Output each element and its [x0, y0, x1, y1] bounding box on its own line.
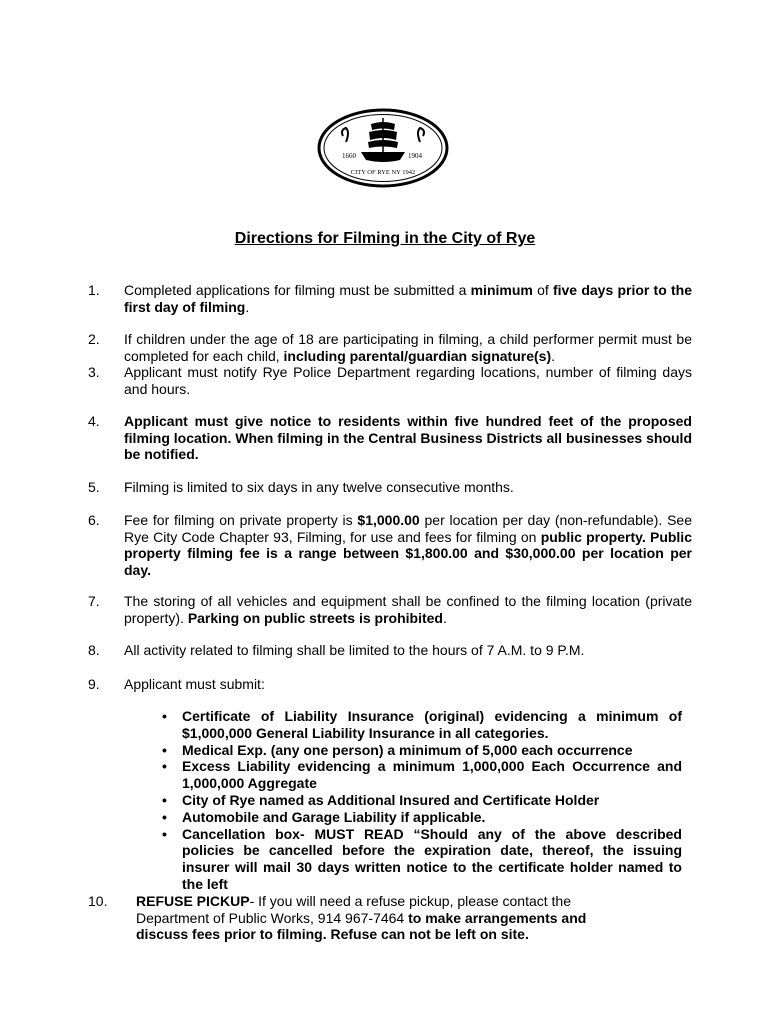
bullet-icon: • [162, 758, 167, 775]
item-number: 1. [88, 282, 100, 298]
item-text [124, 413, 692, 463]
item-text-run: to make arrangements and discuss fees prior to filming. Refuse can not be left on site. [136, 909, 587, 942]
item-text-run: five days prior to the first day of filming [124, 282, 692, 315]
requirement-text: Automobile and Garage Liability if applicable. [182, 808, 486, 825]
item-text [124, 331, 692, 364]
item-text-run: minimum [470, 282, 533, 298]
item-text [124, 282, 692, 315]
list-item [162, 758, 682, 792]
direction-item [88, 676, 692, 693]
item-text-run: of [532, 282, 553, 298]
item-text-run: including parental/guardian signature(s) [283, 347, 552, 364]
list-item [162, 742, 682, 759]
item-text [124, 642, 692, 659]
item-text-run: All activity related to filming shall be limited to the hours of 7 A.M. to 9 P.M. [124, 642, 585, 658]
item-number: 8. [88, 642, 100, 658]
item-number: 2. [88, 331, 100, 347]
requirement-text: Medical Exp. (any one person) a minimum of 5,000 each occurrence [182, 741, 633, 758]
item-text [136, 893, 590, 943]
item-text-run: . [551, 347, 556, 364]
direction-item [88, 364, 692, 397]
requirement-text: City of Rye named as Additional Insured and Certificate Holder [182, 791, 600, 808]
item-text-run: public property. Public property filming fee is a range between $1,800.00 and $30,000.00 per location per day. [124, 528, 692, 578]
requirement-text: Excess Liability evidencing a minimum 1,000,000 Each Occurrence and 1,000,000 Aggregate [182, 758, 682, 792]
bullet-icon: • [162, 741, 167, 758]
direction-item [88, 331, 692, 364]
item-number: 10. [88, 893, 108, 909]
item-text-run: Filming is limited to six days in any twelve consecutive months. [124, 479, 514, 495]
direction-item [88, 282, 692, 315]
item-text-run: Applicant must submit: [124, 676, 265, 692]
item-number: 9. [88, 676, 100, 692]
item-text [124, 479, 692, 496]
direction-item [88, 642, 692, 659]
item-number: 3. [88, 364, 100, 380]
item-text-run: Applicant must notify Rye Police Department regarding locations, number of filming days and hours. [124, 364, 692, 397]
bullet-icon: • [162, 791, 167, 808]
item-text-run: The storing of all vehicles and equipment shall be confined to the filming location (private property). [124, 593, 692, 626]
direction-item [88, 512, 692, 578]
item-text-run: Applicant must give notice to residents within five hundred feet of the proposed filming location. When filming in the Central Business Districts all businesses should be notified. [124, 413, 692, 462]
list-item [162, 708, 682, 742]
bullet-icon: • [162, 825, 167, 842]
seal-caption: CITY OF RYE NY 1942 [350, 169, 416, 176]
item-text-run: per location per day (non-refundable). See Rye City Code Chapter 93, Filming, for use and fees for filming on [124, 512, 692, 545]
item-number: 4. [88, 413, 100, 429]
requirements-list [162, 708, 682, 893]
item-text-run: Completed applications for filming must be submitted a [124, 282, 471, 298]
item-text-run: REFUSE PICKUP [136, 893, 250, 909]
item-text-run: . [442, 609, 447, 626]
seal-year-left: 1660 [342, 152, 356, 160]
bullet-icon: • [162, 708, 167, 724]
requirement-text: Certificate of Liability Insurance (original) evidencing a minimum of $1,000,000 General Liability Insurance in all categories. [182, 708, 682, 741]
item-text [124, 593, 692, 626]
item-text [124, 364, 692, 397]
item-text-run: - If you will need a refuse pickup, please contact the Department of Public Works, 914 967-7464 [136, 893, 571, 926]
item-number: 5. [88, 479, 100, 495]
direction-item [88, 893, 590, 943]
item-text [124, 512, 692, 578]
item-text-run: Fee for filming on private property is [124, 512, 358, 528]
city-seal [316, 108, 450, 188]
item-text-run: Parking on public streets is prohibited [187, 609, 443, 626]
requirement-text: Cancellation box- MUST READ “Should any of the above described policies be cancelled before the expiration date, thereof, the issuing insurer will mail 30 days written notice to the certificate holder named to the left [182, 825, 682, 892]
list-item [162, 826, 682, 893]
item-text-run: If children under the age of 18 are participating in filming, a child performer permit must be completed for each child, [124, 331, 692, 364]
item-number: 7. [88, 593, 100, 609]
bullet-icon: • [162, 808, 167, 825]
list-item [162, 809, 682, 826]
item-text [124, 676, 692, 693]
direction-item [88, 593, 692, 626]
list-item [162, 792, 682, 809]
item-text-run: . [245, 298, 250, 315]
page-title: Directions for Filming in the City of Rye [234, 230, 536, 247]
direction-item [88, 479, 692, 496]
item-text-run: $1,000.00 [357, 512, 420, 528]
seal-year-right: 1904 [408, 152, 422, 160]
item-number: 6. [88, 512, 100, 528]
direction-item [88, 413, 692, 463]
